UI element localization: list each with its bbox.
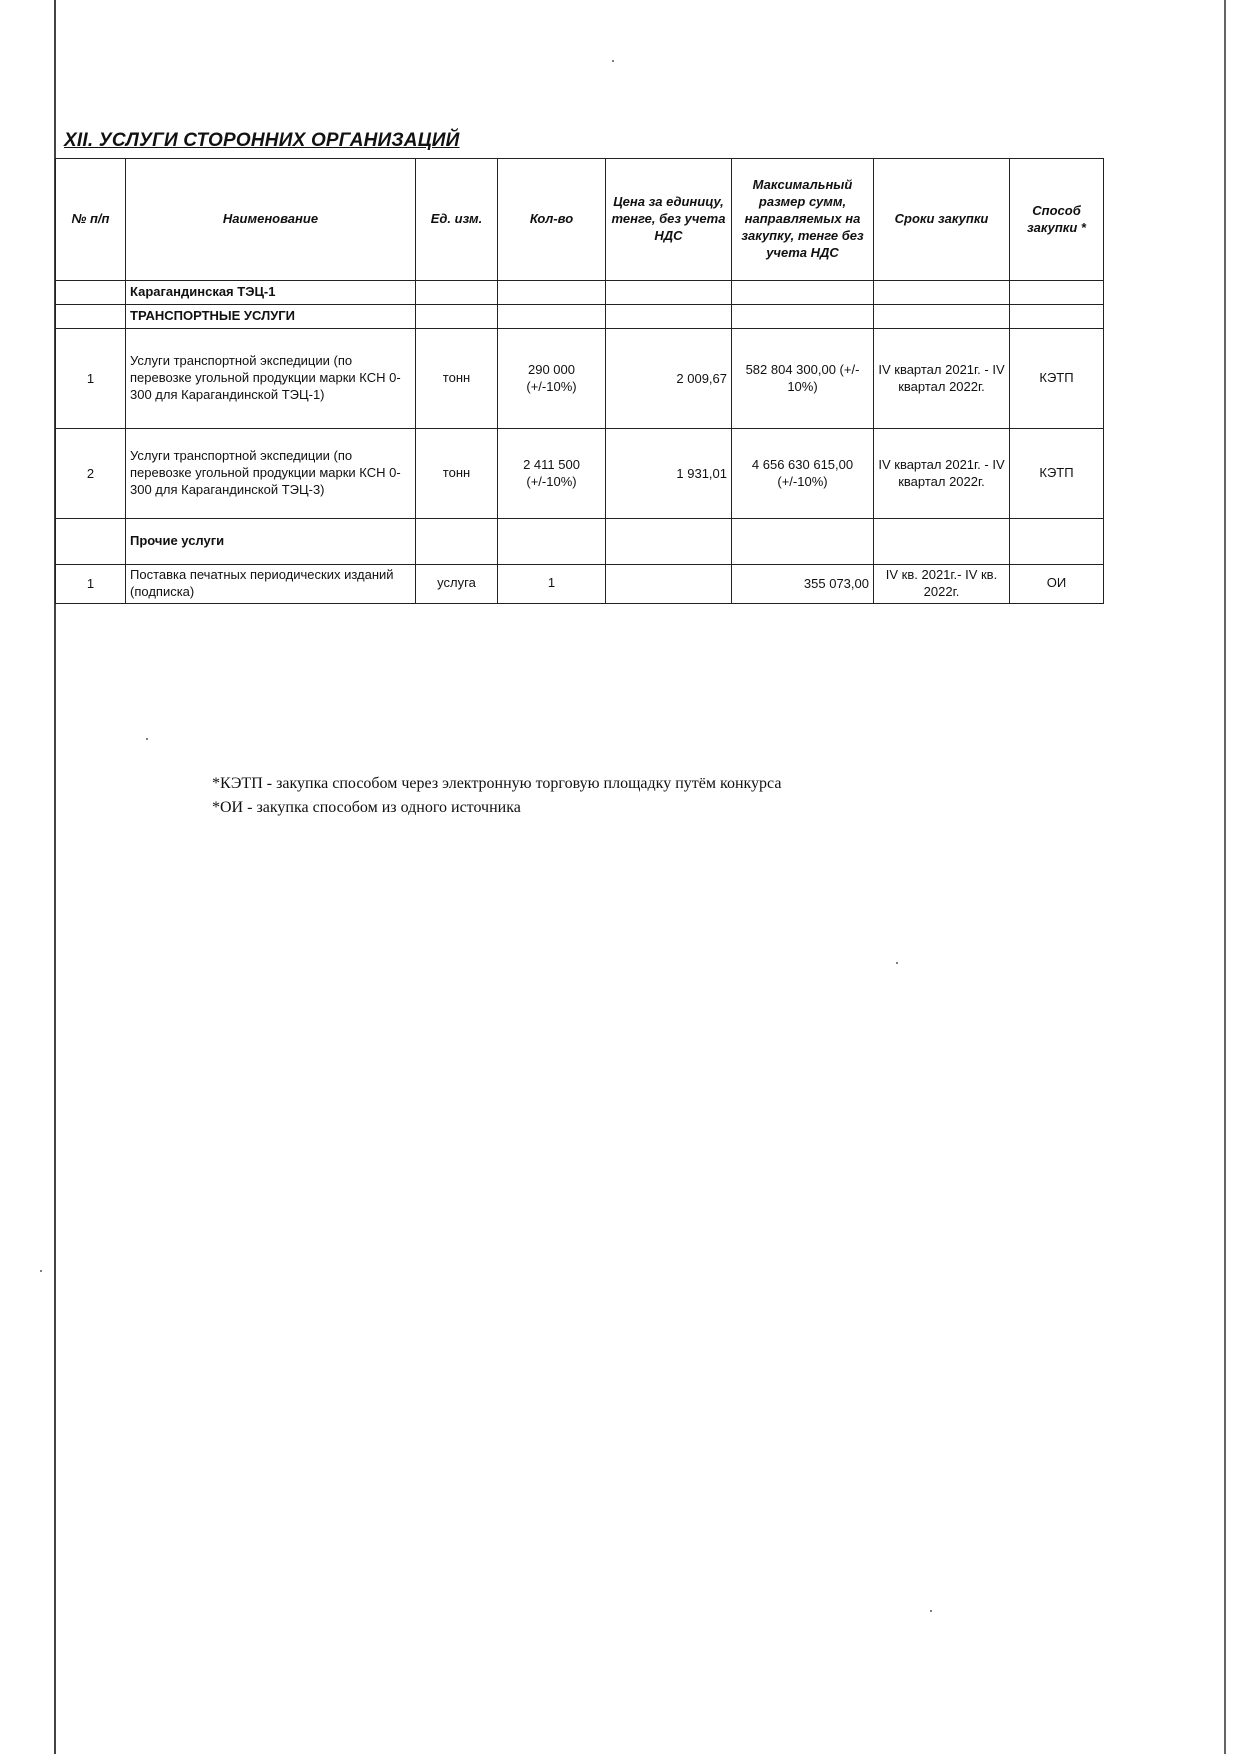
row-max-amount: 582 804 300,00 (+/- 10%) [732, 329, 874, 429]
header-qty: Кол-во [498, 159, 606, 281]
scan-speck [40, 1270, 42, 1272]
row-num: 1 [56, 329, 126, 429]
row-max-amount: 4 656 630 615,00 (+/-10%) [732, 429, 874, 519]
row-terms: IV кв. 2021г.- IV кв. 2022г. [874, 565, 1010, 604]
group-row [56, 281, 1104, 305]
row-price: 2 009,67 [606, 329, 732, 429]
subgroup-title: Прочие услуги [126, 519, 416, 565]
scan-speck [146, 738, 148, 740]
footnote-ketp: *КЭТП - закупка способом через электронную торговую площадку путём конкурса [212, 775, 782, 792]
section-title: XII. УСЛУГИ СТОРОННИХ ОРГАНИЗАЦИЙ [64, 130, 460, 151]
scan-speck [612, 60, 614, 62]
row-name: Услуги транспортной экспедиции (по перевозке угольной продукции марки КСН 0-300 для Карагандинской ТЭЦ-3) [126, 429, 416, 519]
footnote-oi: *ОИ - закупка способом из одного источника [212, 799, 521, 816]
footnotes [212, 772, 781, 820]
header-terms: Сроки закупки [874, 159, 1010, 281]
row-name: Услуги транспортной экспедиции (по перевозке угольной продукции марки КСН 0-300 для Карагандинской ТЭЦ-1) [126, 329, 416, 429]
row-method: КЭТП [1010, 329, 1104, 429]
subgroup-title: ТРАНСПОРТНЫЕ УСЛУГИ [126, 305, 416, 329]
header-method: Способ закупки * [1010, 159, 1104, 281]
row-unit: тонн [416, 329, 498, 429]
header-num: № п/п [56, 159, 126, 281]
header-unit: Ед. изм. [416, 159, 498, 281]
header-max-amount: Максимальный размер сумм, направляемых на закупку, тенге без учета НДС [732, 159, 874, 281]
table-row [56, 329, 1104, 429]
row-name: Поставка печатных периодических изданий (подписка) [126, 565, 416, 604]
row-terms: IV квартал 2021г. - IV квартал 2022г. [874, 429, 1010, 519]
table-row [56, 565, 1104, 604]
row-num: 2 [56, 429, 126, 519]
row-method: КЭТП [1010, 429, 1104, 519]
row-price: 1 931,01 [606, 429, 732, 519]
header-price: Цена за единицу, тенге, без учета НДС [606, 159, 732, 281]
row-method: ОИ [1010, 565, 1104, 604]
procurement-table [55, 158, 1104, 604]
row-unit: тонн [416, 429, 498, 519]
header-name: Наименование [126, 159, 416, 281]
scan-right-edge [1224, 0, 1226, 1754]
scan-speck [930, 1610, 932, 1612]
subgroup-row [56, 519, 1104, 565]
row-unit: услуга [416, 565, 498, 604]
row-terms: IV квартал 2021г. - IV квартал 2022г. [874, 329, 1010, 429]
subgroup-row [56, 305, 1104, 329]
row-qty: 2 411 500 (+/-10%) [498, 429, 606, 519]
row-price [606, 565, 732, 604]
group-title: Карагандинская ТЭЦ-1 [126, 281, 416, 305]
row-qty: 1 [498, 565, 606, 604]
table-row [56, 429, 1104, 519]
row-max-amount: 355 073,00 [732, 565, 874, 604]
row-num: 1 [56, 565, 126, 604]
row-qty: 290 000 (+/-10%) [498, 329, 606, 429]
table-header-row [56, 159, 1104, 281]
scan-speck [896, 962, 898, 964]
